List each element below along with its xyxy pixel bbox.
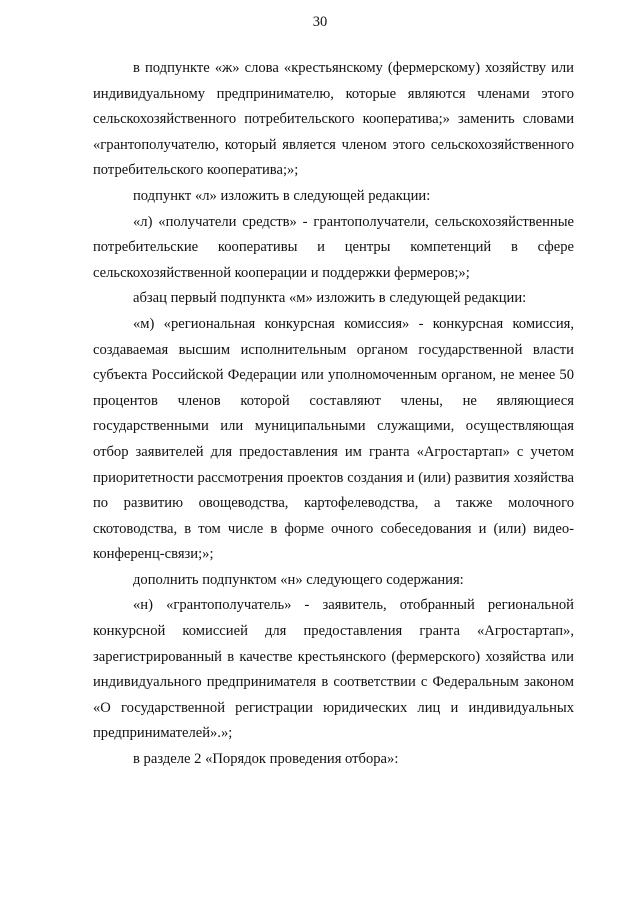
paragraph-subclause-zh: в подпункте «ж» слова «крестьянскому (фермерскому) хозяйству или индивидуальному предпринимателю, которые являются членами этого сельскохозяйственного потребительского кооператива;» заменить словами «грантополучателю, который является членом этого сельскохозяйственного потребительского кооператива;»; [93, 60, 574, 179]
paragraph-subclause-l-text: «л) «получатели средств» - грантополучатели, сельскохозяйственные потребительские кооперативы и центры компетенций в сфере сельскохозяйственной кооперации и поддержки фермеров;»; [93, 213, 574, 281]
paragraph-subclause-m-intro: абзац первый подпункта «м» изложить в следующей редакции: [133, 290, 527, 307]
paragraph-subclause-n-intro: дополнить подпунктом «н» следующего содержания: [133, 571, 464, 588]
paragraph-section-2-intro: в разделе 2 «Порядок проведения отбора»: [133, 751, 399, 768]
paragraph-subclause-n-text: «н) «грантополучатель» - заявитель, отобранный региональной конкурсной комиссией для предоставления гранта «Агростартап», зарегистрированный в качестве крестьянского (фермерского) хозяйства или индивидуального предпринимателя в соответствии с Федеральным законом «О государственной регистрации юридических лиц и индивидуальных предпринимателей».»; [93, 597, 574, 742]
paragraph-subclause-l-intro: подпункт «л» изложить в следующей редакции: [133, 187, 431, 204]
document-body [93, 56, 574, 773]
paragraph-subclause-m-text: «м) «региональная конкурсная комиссия» - конкурсная комиссия, создаваемая высшим исполнительным органом государственной власти субъекта Российской Федерации или уполномоченным органом, не менее 50 процентов членов которой составляют члены, не являющиеся государственными или муниципальными служащими, осуществляющая отбор заявителей для предоставления им гранта «Агростартап» с учетом приоритетности рассмотрения проектов создания и (или) развития хозяйства по развитию овощеводства, картофелеводства, а также молочного скотоводства, в том числе в форме очного собеседования и (или) видео-конференц-связи;»; [93, 315, 574, 563]
page-number: 30 [312, 14, 328, 30]
